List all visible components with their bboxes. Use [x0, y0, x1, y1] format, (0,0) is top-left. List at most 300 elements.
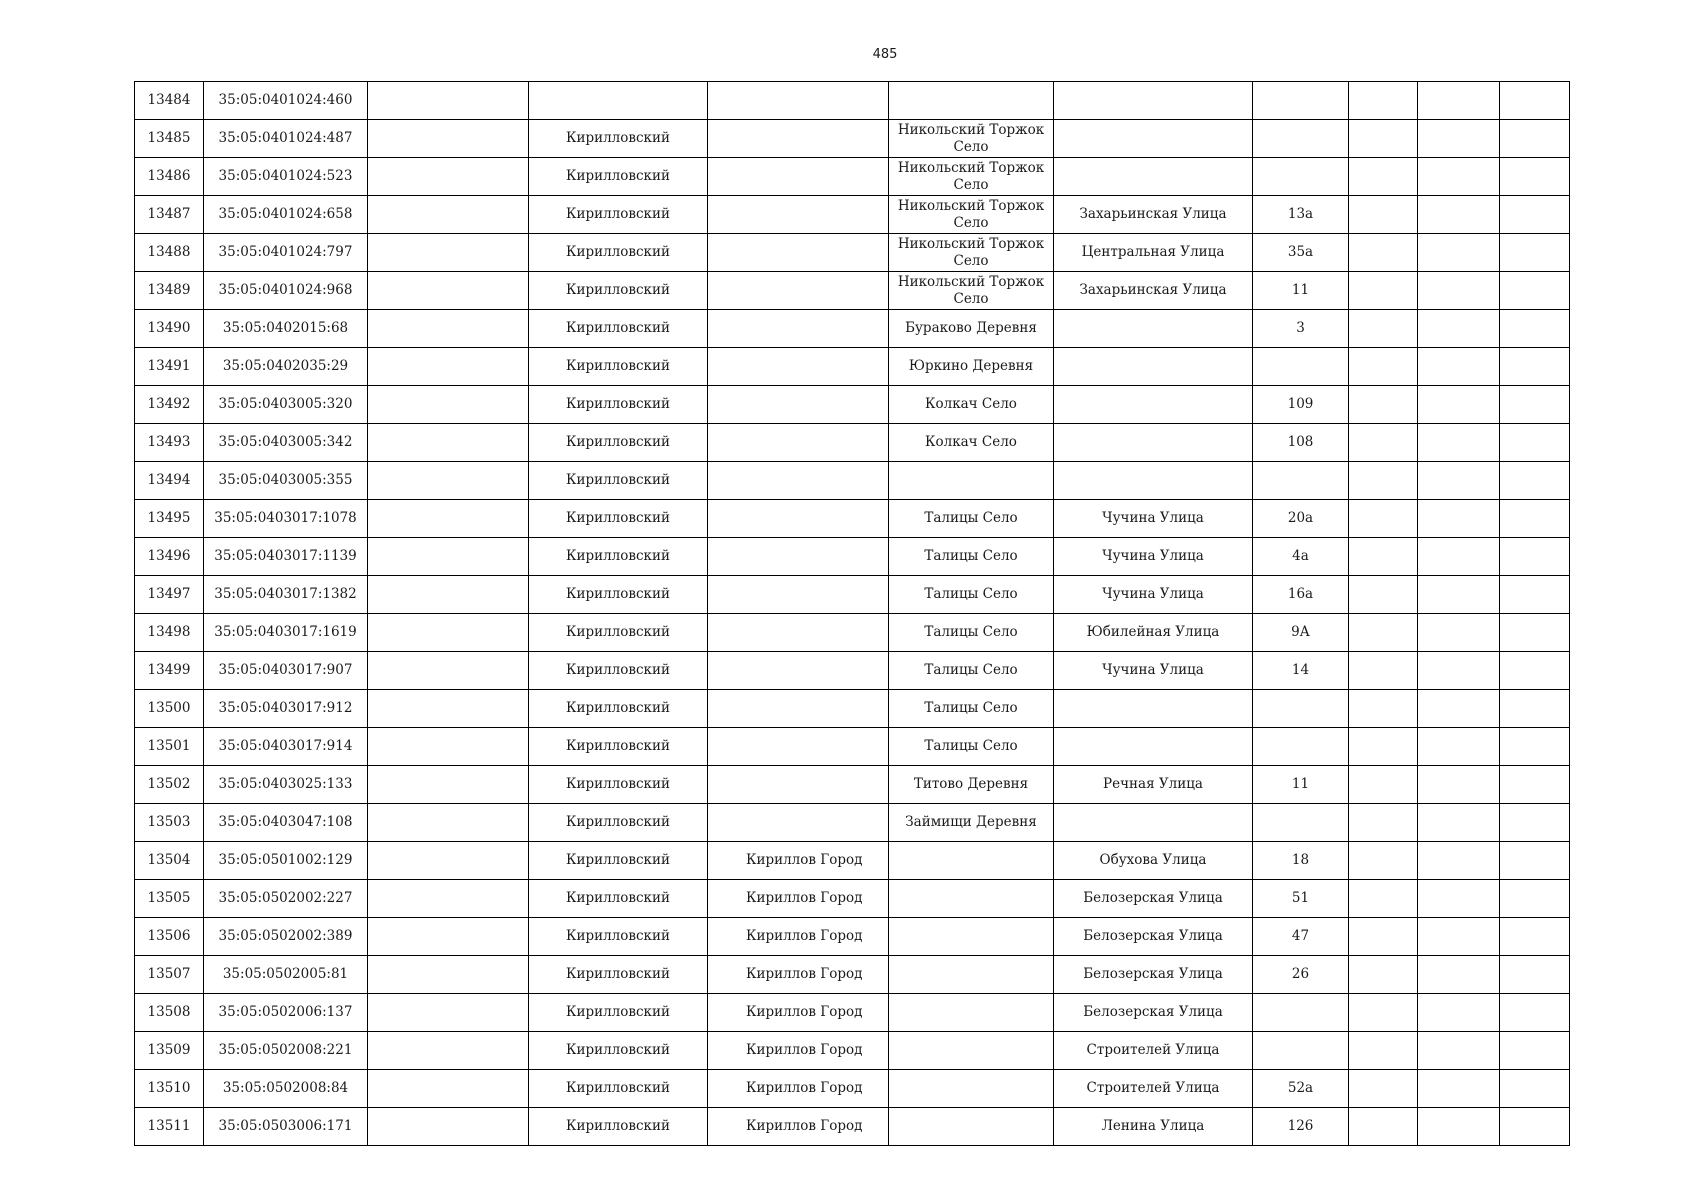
cell-cadastral-number: 35:05:0503006:171: [204, 1108, 368, 1146]
cell-record-number: 13510: [135, 1070, 204, 1108]
cell-city: Кириллов Город: [708, 842, 889, 880]
cell-empty: [1418, 538, 1500, 576]
cell-settlement: Талицы Село: [889, 728, 1054, 766]
cell-empty: [1349, 500, 1418, 538]
cell-empty: [368, 196, 529, 234]
cell-empty: [1349, 1032, 1418, 1070]
cell-empty: [1349, 880, 1418, 918]
cell-city: [708, 272, 889, 310]
cell-district: Кирилловский: [529, 386, 708, 424]
cell-empty: [1418, 994, 1500, 1032]
cell-house: 4а: [1253, 538, 1349, 576]
cell-cadastral-number: 35:05:0401024:797: [204, 234, 368, 272]
cell-empty: [1500, 690, 1570, 728]
cell-empty: [1500, 196, 1570, 234]
cell-cadastral-number: 35:05:0403017:1078: [204, 500, 368, 538]
table-row: [135, 500, 1570, 538]
cell-district: Кирилловский: [529, 234, 708, 272]
cell-empty: [1418, 652, 1500, 690]
cell-record-number: 13500: [135, 690, 204, 728]
cell-empty: [368, 424, 529, 462]
cell-empty: [1349, 614, 1418, 652]
cell-settlement: Колкач Село: [889, 386, 1054, 424]
cell-district: Кирилловский: [529, 272, 708, 310]
cell-empty: [1500, 842, 1570, 880]
cell-settlement: Никольский Торжок Село: [889, 196, 1054, 234]
cell-street: Белозерская Улица: [1054, 918, 1253, 956]
cell-city: [708, 538, 889, 576]
cell-city: Кириллов Город: [708, 1108, 889, 1146]
cell-empty: [368, 272, 529, 310]
cell-city: [708, 196, 889, 234]
cell-street: [1054, 804, 1253, 842]
cell-empty: [1500, 1032, 1570, 1070]
cell-cadastral-number: 35:05:0401024:487: [204, 120, 368, 158]
cell-empty: [368, 880, 529, 918]
cell-empty: [1500, 158, 1570, 196]
table-row: [135, 880, 1570, 918]
cell-record-number: 13497: [135, 576, 204, 614]
cell-district: Кирилловский: [529, 842, 708, 880]
cell-house: 47: [1253, 918, 1349, 956]
cell-cadastral-number: 35:05:0403005:320: [204, 386, 368, 424]
cell-settlement: Колкач Село: [889, 424, 1054, 462]
cell-empty: [1500, 576, 1570, 614]
cell-settlement: Никольский Торжок Село: [889, 158, 1054, 196]
cell-empty: [368, 1032, 529, 1070]
cell-empty: [1418, 386, 1500, 424]
cell-district: Кирилловский: [529, 728, 708, 766]
cell-city: Кириллов Город: [708, 1070, 889, 1108]
cell-empty: [368, 690, 529, 728]
cell-cadastral-number: 35:05:0403025:133: [204, 766, 368, 804]
cell-district: Кирилловский: [529, 1070, 708, 1108]
cell-cadastral-number: 35:05:0403017:912: [204, 690, 368, 728]
cell-record-number: 13486: [135, 158, 204, 196]
cell-empty: [1418, 956, 1500, 994]
cell-record-number: 13506: [135, 918, 204, 956]
cell-city: Кириллов Город: [708, 918, 889, 956]
cell-empty: [368, 918, 529, 956]
cell-city: [708, 348, 889, 386]
cell-city: [708, 728, 889, 766]
cell-empty: [1418, 424, 1500, 462]
cell-empty: [368, 614, 529, 652]
cell-empty: [1418, 842, 1500, 880]
cell-street: Белозерская Улица: [1054, 994, 1253, 1032]
cell-cadastral-number: 35:05:0401024:968: [204, 272, 368, 310]
cell-settlement: [889, 462, 1054, 500]
cell-settlement: Талицы Село: [889, 538, 1054, 576]
cell-house: 11: [1253, 766, 1349, 804]
table-row: [135, 652, 1570, 690]
cell-empty: [1418, 500, 1500, 538]
cell-empty: [1349, 842, 1418, 880]
cell-empty: [1349, 766, 1418, 804]
cell-district: Кирилловский: [529, 120, 708, 158]
cell-empty: [1349, 424, 1418, 462]
cell-empty: [1500, 82, 1570, 120]
cell-empty: [1418, 1108, 1500, 1146]
cell-record-number: 13491: [135, 348, 204, 386]
cell-street: [1054, 386, 1253, 424]
cell-street: Захарьинская Улица: [1054, 272, 1253, 310]
cell-empty: [1418, 576, 1500, 614]
cell-street: Чучина Улица: [1054, 576, 1253, 614]
cell-city: Кириллов Город: [708, 1032, 889, 1070]
cell-house: 20а: [1253, 500, 1349, 538]
cell-empty: [1500, 1108, 1570, 1146]
cell-empty: [1500, 120, 1570, 158]
cell-empty: [368, 500, 529, 538]
cell-settlement: Талицы Село: [889, 576, 1054, 614]
page-number: 485: [872, 47, 898, 62]
cell-district: Кирилловский: [529, 994, 708, 1032]
cell-empty: [1500, 804, 1570, 842]
cell-empty: [1500, 766, 1570, 804]
cell-cadastral-number: 35:05:0402035:29: [204, 348, 368, 386]
cell-house: [1253, 462, 1349, 500]
cell-city: [708, 82, 889, 120]
cell-settlement: Никольский Торжок Село: [889, 120, 1054, 158]
cell-district: Кирилловский: [529, 310, 708, 348]
cell-empty: [1349, 120, 1418, 158]
cell-empty: [1500, 462, 1570, 500]
cell-cadastral-number: 35:05:0502002:389: [204, 918, 368, 956]
cell-city: [708, 120, 889, 158]
cell-house: 18: [1253, 842, 1349, 880]
cell-city: Кириллов Город: [708, 994, 889, 1032]
cell-cadastral-number: 35:05:0502006:137: [204, 994, 368, 1032]
cell-city: [708, 652, 889, 690]
cell-house: [1253, 804, 1349, 842]
cell-settlement: Никольский Торжок Село: [889, 234, 1054, 272]
cell-street: Строителей Улица: [1054, 1070, 1253, 1108]
cell-cadastral-number: 35:05:0403017:1382: [204, 576, 368, 614]
cell-house: [1253, 158, 1349, 196]
cell-district: Кирилловский: [529, 766, 708, 804]
cell-record-number: 13503: [135, 804, 204, 842]
cell-empty: [1500, 234, 1570, 272]
cell-house: [1253, 82, 1349, 120]
cell-cadastral-number: 35:05:0403047:108: [204, 804, 368, 842]
cell-city: [708, 804, 889, 842]
cell-city: [708, 386, 889, 424]
cell-empty: [1500, 500, 1570, 538]
cell-house: 51: [1253, 880, 1349, 918]
table-row: [135, 804, 1570, 842]
cell-empty: [1500, 538, 1570, 576]
cell-city: [708, 158, 889, 196]
cell-settlement: Талицы Село: [889, 500, 1054, 538]
cell-cadastral-number: 35:05:0502008:221: [204, 1032, 368, 1070]
cell-empty: [1349, 1108, 1418, 1146]
cell-cadastral-number: 35:05:0403017:1139: [204, 538, 368, 576]
cell-street: Чучина Улица: [1054, 500, 1253, 538]
cell-cadastral-number: 35:05:0502008:84: [204, 1070, 368, 1108]
cell-empty: [1500, 424, 1570, 462]
cell-record-number: 13502: [135, 766, 204, 804]
cell-record-number: 13511: [135, 1108, 204, 1146]
table-row: [135, 1070, 1570, 1108]
cell-empty: [1349, 728, 1418, 766]
cell-record-number: 13485: [135, 120, 204, 158]
cell-empty: [1349, 918, 1418, 956]
cell-settlement: Талицы Село: [889, 690, 1054, 728]
cell-city: [708, 690, 889, 728]
cell-district: Кирилловский: [529, 424, 708, 462]
cell-empty: [368, 956, 529, 994]
cell-empty: [1418, 880, 1500, 918]
cell-house: 11: [1253, 272, 1349, 310]
cell-settlement: [889, 880, 1054, 918]
cell-street: Обухова Улица: [1054, 842, 1253, 880]
cell-settlement: [889, 82, 1054, 120]
cell-settlement: Никольский Торжок Село: [889, 272, 1054, 310]
cell-record-number: 13489: [135, 272, 204, 310]
cell-empty: [1349, 158, 1418, 196]
cell-house: [1253, 348, 1349, 386]
cell-empty: [368, 386, 529, 424]
cell-street: [1054, 462, 1253, 500]
cell-district: Кирилловский: [529, 918, 708, 956]
property-table: [134, 81, 1570, 1146]
cell-empty: [1418, 690, 1500, 728]
table-row: [135, 310, 1570, 348]
table-row: [135, 348, 1570, 386]
cell-empty: [368, 728, 529, 766]
cell-empty: [1418, 462, 1500, 500]
cell-street: Чучина Улица: [1054, 538, 1253, 576]
table-row: [135, 234, 1570, 272]
table-row: [135, 158, 1570, 196]
cell-district: Кирилловский: [529, 880, 708, 918]
cell-street: Захарьинская Улица: [1054, 196, 1253, 234]
cell-record-number: 13495: [135, 500, 204, 538]
table-row: [135, 956, 1570, 994]
cell-street: [1054, 728, 1253, 766]
cell-empty: [368, 1070, 529, 1108]
cell-settlement: Талицы Село: [889, 652, 1054, 690]
cell-city: [708, 766, 889, 804]
cell-house: [1253, 690, 1349, 728]
cell-settlement: [889, 1032, 1054, 1070]
table-row: [135, 690, 1570, 728]
cell-settlement: [889, 956, 1054, 994]
table-row: [135, 82, 1570, 120]
table-row: [135, 1108, 1570, 1146]
table-row: [135, 196, 1570, 234]
cell-street: [1054, 82, 1253, 120]
cell-house: 108: [1253, 424, 1349, 462]
cell-district: Кирилловский: [529, 158, 708, 196]
cell-city: [708, 424, 889, 462]
cell-empty: [1418, 234, 1500, 272]
cell-record-number: 13492: [135, 386, 204, 424]
cell-house: [1253, 120, 1349, 158]
cell-street: Ленина Улица: [1054, 1108, 1253, 1146]
table-row: [135, 766, 1570, 804]
cell-empty: [1418, 918, 1500, 956]
table-row: [135, 614, 1570, 652]
cell-empty: [1418, 348, 1500, 386]
cell-district: [529, 82, 708, 120]
cell-empty: [368, 576, 529, 614]
cell-house: 109: [1253, 386, 1349, 424]
cell-empty: [1418, 196, 1500, 234]
cell-empty: [1418, 120, 1500, 158]
cell-district: Кирилловский: [529, 614, 708, 652]
cell-empty: [368, 158, 529, 196]
cell-settlement: [889, 994, 1054, 1032]
cell-settlement: [889, 1108, 1054, 1146]
cell-cadastral-number: 35:05:0403005:342: [204, 424, 368, 462]
cell-empty: [1500, 652, 1570, 690]
cell-empty: [1418, 1032, 1500, 1070]
cell-empty: [1500, 956, 1570, 994]
cell-empty: [368, 1108, 529, 1146]
table-row: [135, 728, 1570, 766]
cell-street: [1054, 348, 1253, 386]
cell-district: Кирилловский: [529, 956, 708, 994]
cell-district: Кирилловский: [529, 690, 708, 728]
cell-empty: [1349, 234, 1418, 272]
cell-empty: [1349, 272, 1418, 310]
table-row: [135, 538, 1570, 576]
cell-record-number: 13499: [135, 652, 204, 690]
cell-city: [708, 576, 889, 614]
table-row: [135, 424, 1570, 462]
cell-house: 3: [1253, 310, 1349, 348]
cell-city: [708, 310, 889, 348]
cell-empty: [1349, 804, 1418, 842]
cell-city: Кириллов Город: [708, 880, 889, 918]
cell-empty: [1349, 196, 1418, 234]
cell-record-number: 13508: [135, 994, 204, 1032]
cell-street: [1054, 120, 1253, 158]
cell-street: Юбилейная Улица: [1054, 614, 1253, 652]
cell-empty: [1500, 310, 1570, 348]
cell-empty: [368, 310, 529, 348]
cell-city: [708, 462, 889, 500]
cell-record-number: 13509: [135, 1032, 204, 1070]
cell-settlement: Юркино Деревня: [889, 348, 1054, 386]
cell-empty: [1418, 804, 1500, 842]
cell-empty: [368, 842, 529, 880]
cell-empty: [1349, 652, 1418, 690]
cell-house: [1253, 994, 1349, 1032]
cell-record-number: 13498: [135, 614, 204, 652]
cell-empty: [1418, 1070, 1500, 1108]
cell-empty: [1349, 386, 1418, 424]
cell-empty: [1418, 158, 1500, 196]
cell-settlement: [889, 842, 1054, 880]
cell-empty: [1418, 766, 1500, 804]
cell-empty: [1500, 348, 1570, 386]
table-row: [135, 1032, 1570, 1070]
cell-district: Кирилловский: [529, 196, 708, 234]
cell-settlement: Займищи Деревня: [889, 804, 1054, 842]
cell-empty: [1500, 728, 1570, 766]
cell-house: [1253, 728, 1349, 766]
cell-empty: [1349, 994, 1418, 1032]
cell-record-number: 13504: [135, 842, 204, 880]
cell-empty: [1418, 272, 1500, 310]
cell-empty: [1500, 1070, 1570, 1108]
cell-empty: [1349, 348, 1418, 386]
cell-empty: [1349, 956, 1418, 994]
cell-record-number: 13488: [135, 234, 204, 272]
cell-house: 14: [1253, 652, 1349, 690]
cell-cadastral-number: 35:05:0401024:523: [204, 158, 368, 196]
cell-street: Белозерская Улица: [1054, 956, 1253, 994]
cell-empty: [368, 348, 529, 386]
cell-record-number: 13490: [135, 310, 204, 348]
cell-record-number: 13494: [135, 462, 204, 500]
cell-district: Кирилловский: [529, 1032, 708, 1070]
cell-empty: [368, 652, 529, 690]
cell-empty: [1349, 690, 1418, 728]
cell-settlement: Талицы Село: [889, 614, 1054, 652]
cell-district: Кирилловский: [529, 462, 708, 500]
cell-empty: [1500, 272, 1570, 310]
cell-empty: [368, 234, 529, 272]
cell-cadastral-number: 35:05:0403005:355: [204, 462, 368, 500]
cell-house: 13а: [1253, 196, 1349, 234]
table-row: [135, 918, 1570, 956]
cell-empty: [1349, 1070, 1418, 1108]
cell-empty: [1349, 462, 1418, 500]
cell-city: [708, 614, 889, 652]
cell-empty: [1418, 728, 1500, 766]
cell-empty: [1500, 386, 1570, 424]
cell-street: Чучина Улица: [1054, 652, 1253, 690]
cell-empty: [1418, 310, 1500, 348]
cell-cadastral-number: 35:05:0401024:658: [204, 196, 368, 234]
cell-settlement: [889, 918, 1054, 956]
cell-city: [708, 234, 889, 272]
cell-house: 26: [1253, 956, 1349, 994]
cell-empty: [368, 766, 529, 804]
cell-cadastral-number: 35:05:0501002:129: [204, 842, 368, 880]
cell-cadastral-number: 35:05:0502002:227: [204, 880, 368, 918]
cell-street: [1054, 690, 1253, 728]
cell-district: Кирилловский: [529, 804, 708, 842]
cell-street: Белозерская Улица: [1054, 880, 1253, 918]
cell-cadastral-number: 35:05:0502005:81: [204, 956, 368, 994]
cell-record-number: 13487: [135, 196, 204, 234]
cell-empty: [368, 120, 529, 158]
cell-empty: [368, 538, 529, 576]
cell-house: 126: [1253, 1108, 1349, 1146]
cell-empty: [1418, 82, 1500, 120]
cell-record-number: 13496: [135, 538, 204, 576]
cell-house: 9А: [1253, 614, 1349, 652]
cell-cadastral-number: 35:05:0403017:907: [204, 652, 368, 690]
table-row: [135, 386, 1570, 424]
table-row: [135, 272, 1570, 310]
table-row: [135, 120, 1570, 158]
cell-empty: [1500, 994, 1570, 1032]
cell-settlement: Бураково Деревня: [889, 310, 1054, 348]
cell-settlement: Титово Деревня: [889, 766, 1054, 804]
cell-empty: [1418, 614, 1500, 652]
cell-empty: [1349, 576, 1418, 614]
cell-empty: [1500, 614, 1570, 652]
cell-house: 16а: [1253, 576, 1349, 614]
cell-street: Речная Улица: [1054, 766, 1253, 804]
cell-house: 35а: [1253, 234, 1349, 272]
